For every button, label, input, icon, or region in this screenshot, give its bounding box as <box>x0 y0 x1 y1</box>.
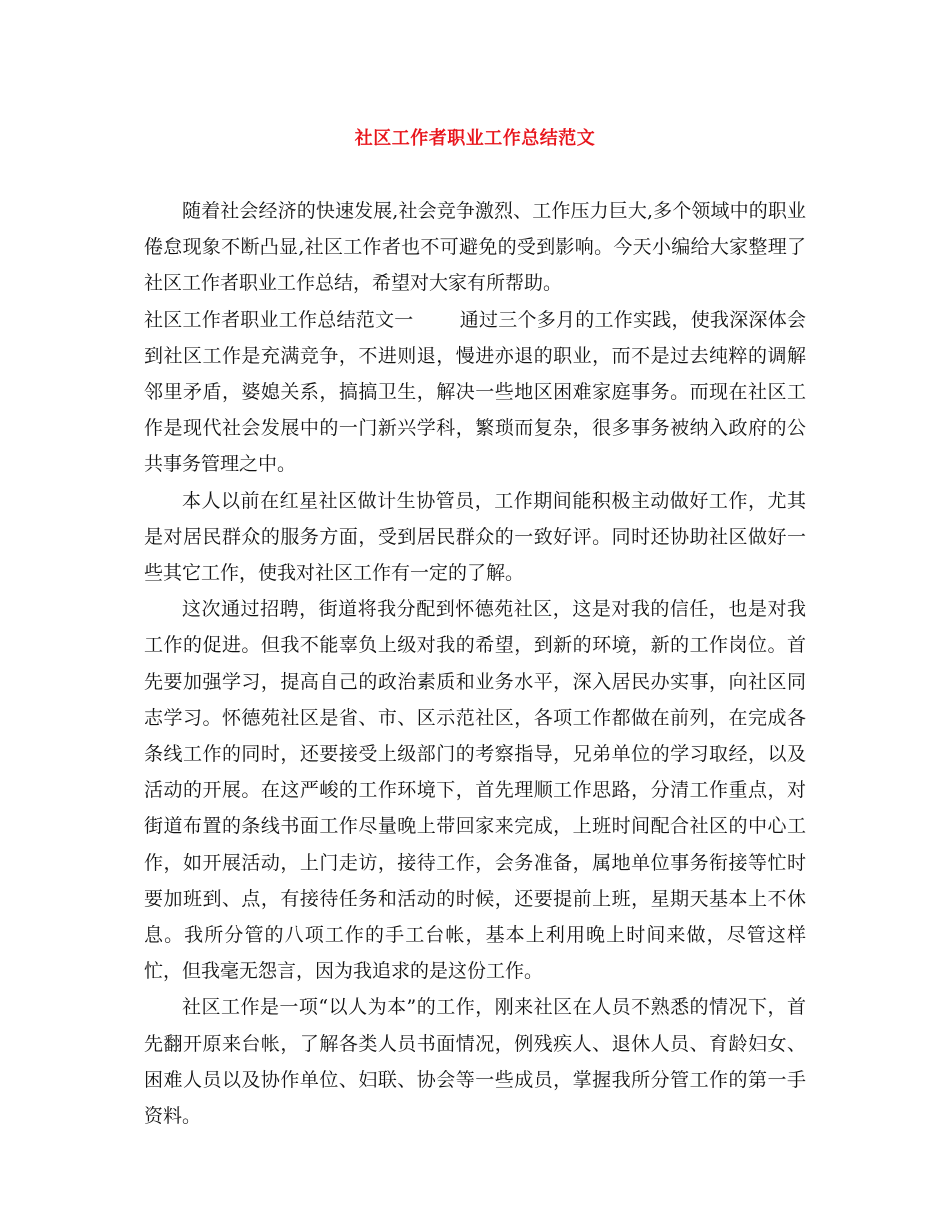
body-paragraph: 社区工作是一项“以人为本”的工作，刚来社区在人员不熟悉的情况下，首先翻开原来台帐，了解各类人员书面情况，例残疾人、退休人员、育龄妇女、困难人员以及协作单位、妇联、协会等一些成员，掌握我所分管工作的第一手资料。 <box>144 996 806 1128</box>
intro-paragraph: 随着社会经济的快速发展,社会竞争激烈、工作压力巨大,多个领域中的职业倦怠现象不断凸显,社区工作者也不可避免的受到影响。今天小编给大家整理了社区工作者职业工作总结，希望对大家有所帮助。 <box>144 200 806 295</box>
section-one-heading: 社区工作者职业工作总结范文一 <box>144 308 414 331</box>
document-body <box>144 193 806 1134</box>
body-paragraph: 这次通过招聘，街道将我分配到怀德苑社区，这是对我的信任，也是对我工作的促进。但我不能辜负上级对我的希望，到新的环境，新的工作岗位。首先要加强学习，提高自己的政治素质和业务水平，深入居民办实事，向社区同志学习。怀德苑社区是省、市、区示范社区，各项工作都做在前列，在完成各条线工作的同时，还要接受上级部门的考察指导，兄弟单位的学习取经，以及活动的开展。在这严峻的工作环境下，首先理顺工作思路，分清工作重点，对街道布置的条线书面工作尽量晚上带回家来完成，上班时间配合社区的中心工作，如开展活动，上门走访，接待工作，会务准备，属地单位事务衔接等忙时要加班到、点，有接待任务和活动的时候，还要提前上班，星期天基本上不休息。我所分管的八项工作的手工台帐，基本上利用晚上时间来做，尽管这样忙，但我毫无怨言，因为我追求的是这份工作。 <box>144 598 806 983</box>
body-paragraph: 本人以前在红星社区做计生协管员，工作期间能积极主动做好工作，尤其是对居民群众的服务方面，受到居民群众的一致好评。同时还协助社区做好一些其它工作，使我对社区工作有一定的了解。 <box>144 489 806 585</box>
section-one-paragraph <box>144 302 806 483</box>
document-title: 社区工作者职业工作总结范文 <box>354 128 596 149</box>
section-one-text: 通过三个多月的工作实践，使我深深体会到社区工作是充满竞争，不进则退，慢进亦退的职业，而不是过去纯粹的调解邻里矛盾，婆媳关系，搞搞卫生，解决一些地区困难家庭事务。而现在社区工作是现代社会发展中的一门新兴学科，繁琐而复杂，很多事务被纳入政府的公共事务管理之中。 <box>144 308 806 476</box>
